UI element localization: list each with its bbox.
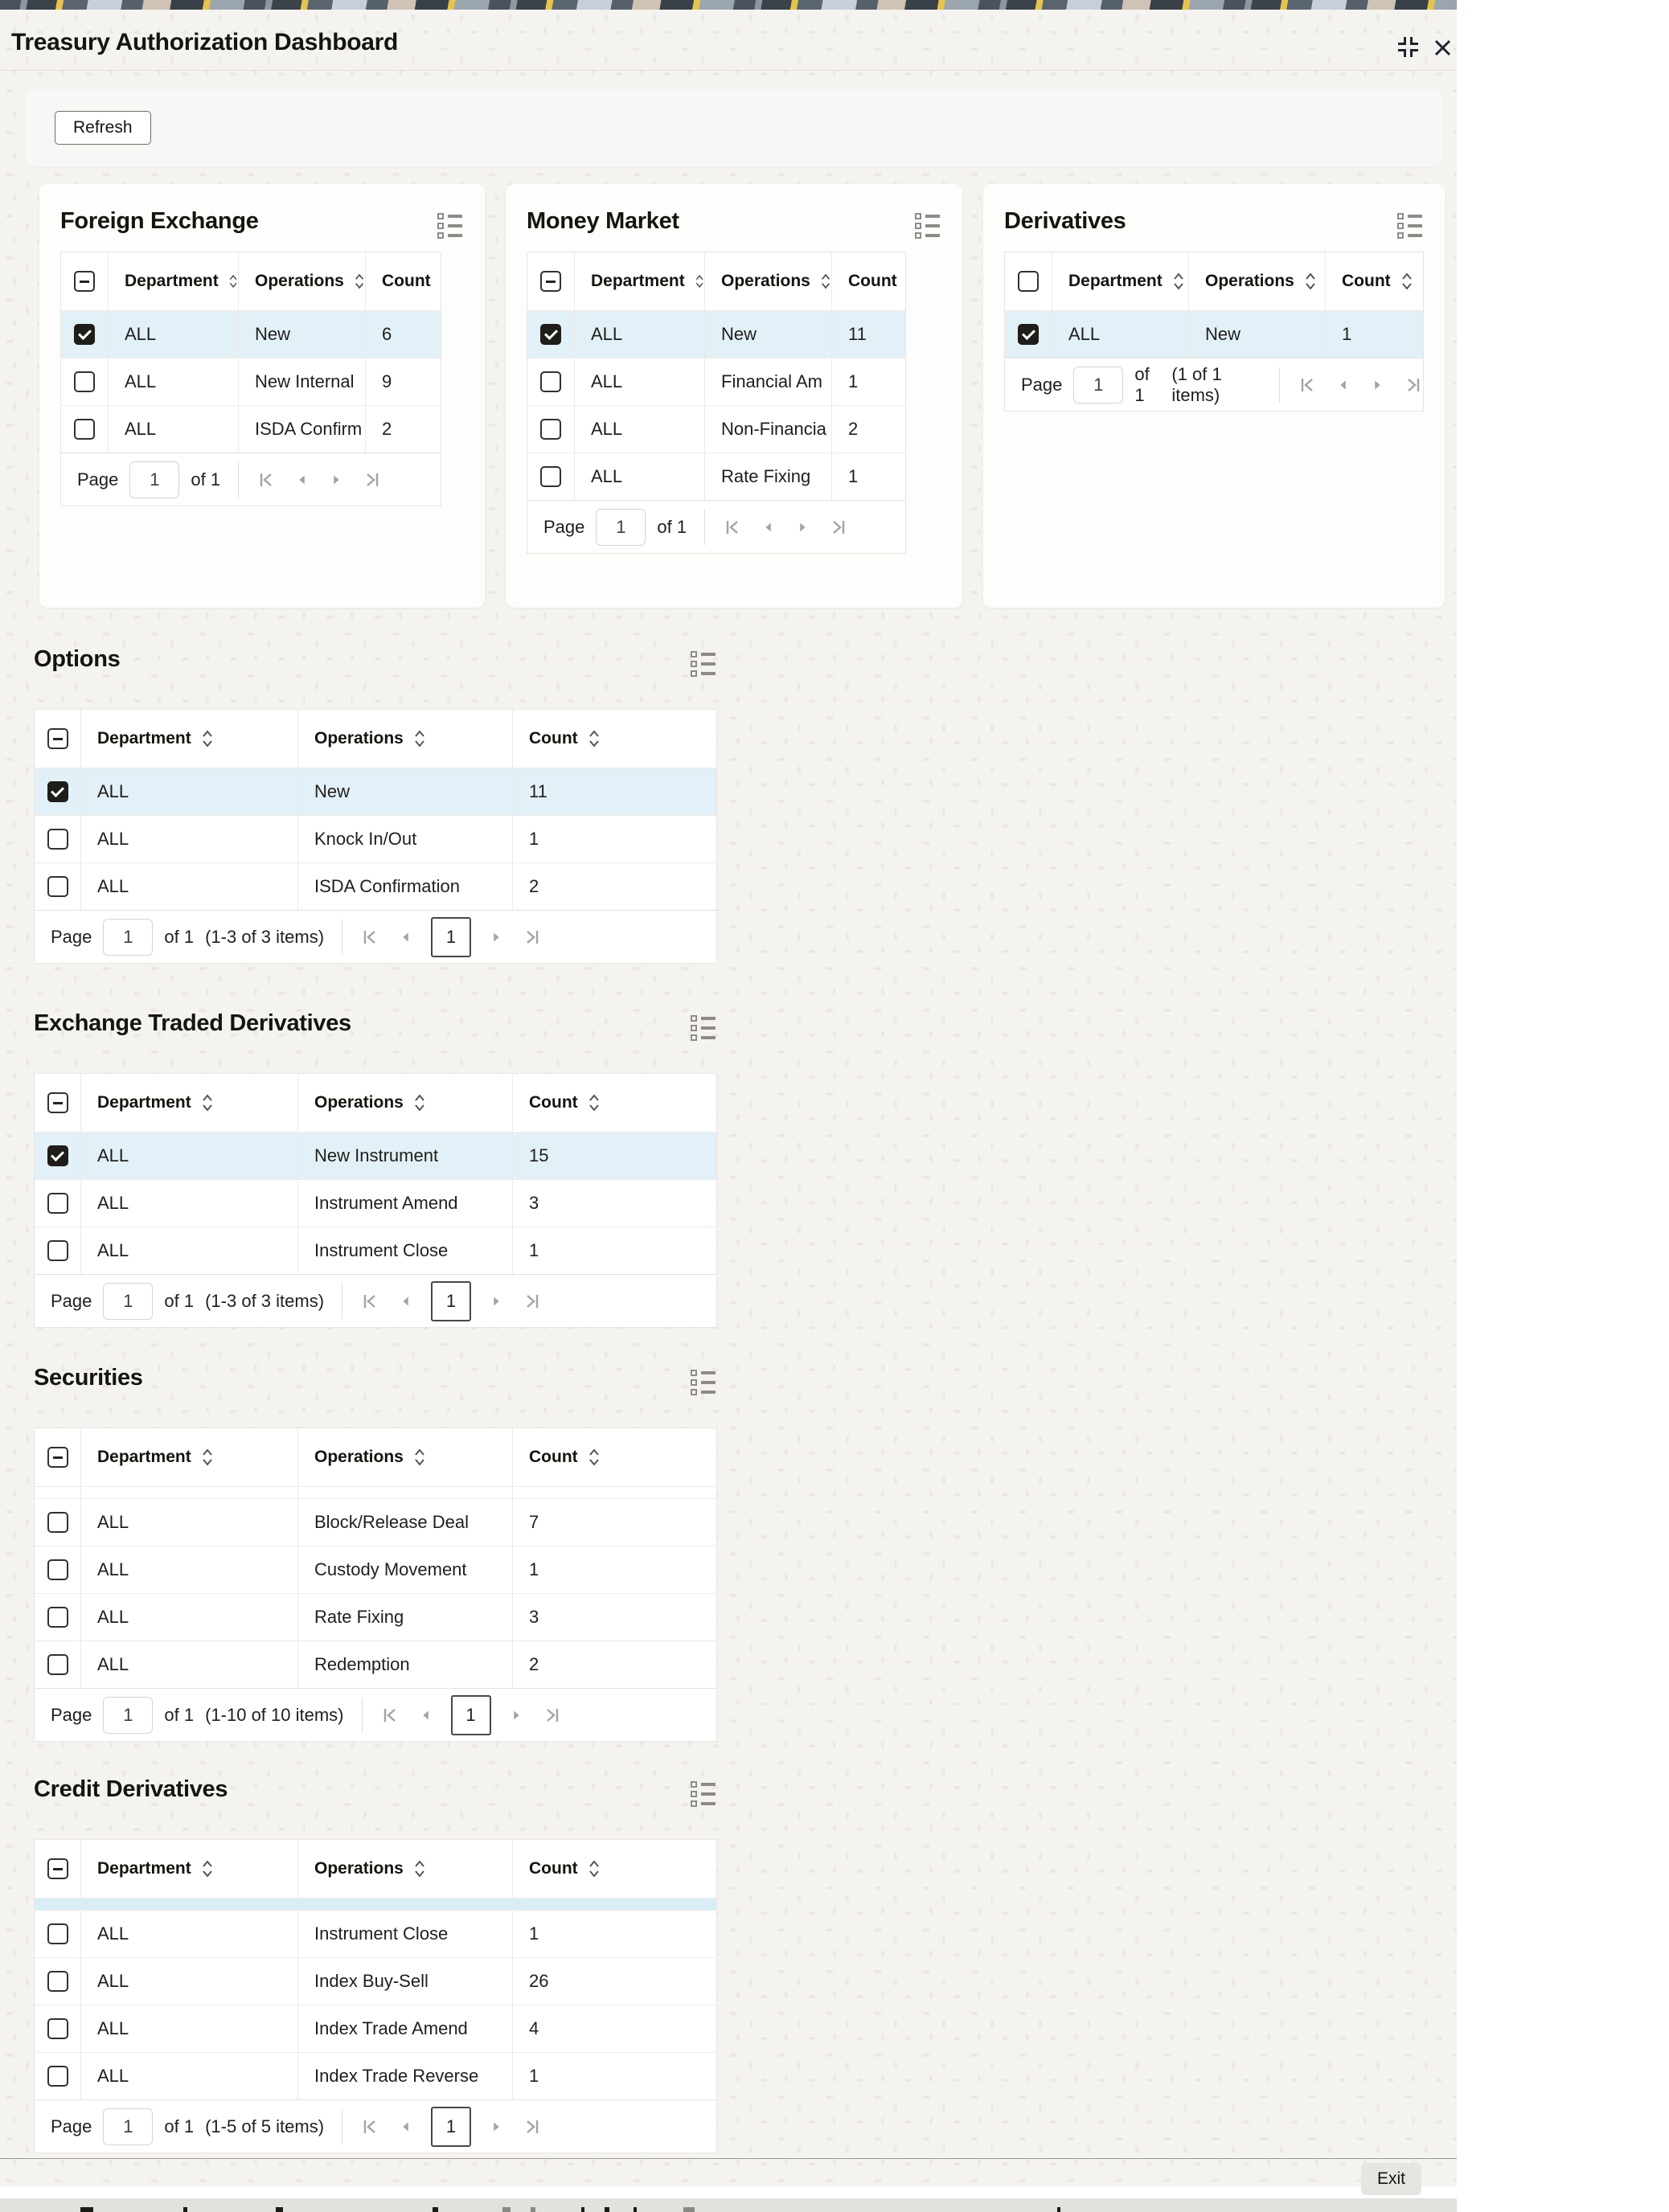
row-checkbox[interactable] — [47, 1512, 68, 1533]
table-row[interactable] — [35, 1498, 716, 1546]
row-checkbox[interactable] — [47, 829, 68, 850]
column-header-operations[interactable]: Operations — [297, 1840, 512, 1898]
column-header-department[interactable]: Department — [1052, 252, 1188, 310]
row-checkbox[interactable] — [540, 324, 561, 345]
table-row[interactable] — [35, 1593, 716, 1641]
select-all-cell — [527, 252, 574, 310]
sort-icon — [820, 271, 831, 292]
table-row[interactable] — [35, 2052, 716, 2099]
department-cell: ALL — [80, 2053, 297, 2099]
list-menu-icon[interactable] — [913, 211, 941, 240]
sort-icon — [1400, 271, 1413, 292]
table-row[interactable] — [35, 1910, 716, 1957]
row-checkbox[interactable] — [47, 2018, 68, 2039]
operations-cell: Index Trade Reverse — [297, 2053, 512, 2099]
page-title: Treasury Authorization Dashboard — [0, 10, 1457, 56]
department-cell: ALL — [80, 863, 297, 910]
list-menu-icon[interactable] — [1396, 211, 1424, 240]
cut-text-fragment — [683, 2207, 695, 2212]
count-cell: 3 — [512, 1594, 716, 1641]
sort-icon — [201, 1447, 214, 1468]
table-row[interactable] — [35, 862, 716, 910]
department-cell: ALL — [80, 1594, 297, 1641]
list-menu-icon[interactable] — [689, 1368, 717, 1397]
panel-derivatives — [983, 184, 1445, 608]
section-title: Credit Derivatives — [34, 1776, 228, 1803]
select-all-checkbox[interactable] — [47, 1447, 68, 1468]
department-cell: ALL — [574, 453, 704, 500]
count-cell: 11 — [512, 768, 716, 815]
row-checkbox[interactable] — [540, 371, 561, 392]
pagination — [35, 2099, 716, 2153]
operations-cell: Financial Am — [704, 358, 831, 405]
table-row[interactable] — [35, 1132, 716, 1179]
prev-page-icon[interactable] — [417, 1706, 435, 1725]
securities-table — [34, 1428, 717, 1742]
column-header-department[interactable]: Department — [80, 1840, 297, 1898]
page-of-label: of 1 — [164, 927, 194, 948]
department-cell: ALL — [80, 1180, 297, 1227]
prev-page-icon[interactable] — [397, 1292, 415, 1311]
row-checkbox[interactable] — [47, 1923, 68, 1944]
department-cell: ALL — [574, 311, 704, 358]
select-all-cell — [35, 1074, 80, 1132]
department-cell: ALL — [80, 1546, 297, 1593]
count-cell: 1 — [512, 1227, 716, 1274]
cut-text-fragment — [433, 2207, 438, 2212]
page-of-label: of 1 — [1134, 364, 1160, 406]
prev-page-icon[interactable] — [397, 928, 415, 947]
page-of-label: of 1 — [657, 517, 687, 538]
column-header-department[interactable]: Department — [574, 252, 704, 310]
operations-cell: Knock In/Out — [297, 816, 512, 862]
operations-cell: Block/Release Deal — [297, 1499, 512, 1546]
last-page-icon[interactable] — [541, 1706, 562, 1725]
select-all-checkbox[interactable] — [47, 1858, 68, 1879]
count-cell: 3 — [512, 1180, 716, 1227]
header-divider — [0, 70, 1457, 71]
table-row[interactable] — [527, 358, 905, 405]
list-menu-icon[interactable] — [436, 211, 464, 240]
sort-icon — [228, 271, 238, 292]
column-header-department[interactable]: Department — [80, 1074, 297, 1132]
mm-table — [527, 252, 906, 554]
column-header-count[interactable]: Count — [512, 710, 716, 768]
list-menu-icon[interactable] — [689, 1780, 717, 1809]
count-cell: 1 — [512, 1911, 716, 1957]
row-checkbox[interactable] — [47, 1193, 68, 1214]
page-of-label: of 1 — [191, 469, 220, 490]
select-all-cell — [35, 1428, 80, 1486]
page-label: Page — [51, 1705, 92, 1726]
sort-icon — [588, 1858, 601, 1879]
next-page-icon[interactable] — [1368, 375, 1386, 395]
current-page-button[interactable]: 1 — [431, 917, 471, 957]
department-cell: ALL — [108, 311, 238, 358]
count-cell: 15 — [512, 1133, 716, 1179]
first-page-icon[interactable] — [1298, 375, 1318, 395]
items-count-label: (1-3 of 3 items) — [205, 1291, 324, 1312]
count-cell: 26 — [512, 1958, 716, 2005]
sort-icon — [588, 1092, 601, 1113]
table-row[interactable] — [35, 768, 716, 815]
first-page-icon[interactable] — [380, 1706, 401, 1725]
sort-icon — [1172, 271, 1185, 292]
table-row[interactable] — [35, 1179, 716, 1227]
sort-icon — [413, 1858, 426, 1879]
department-cell: ALL — [80, 1958, 297, 2005]
count-cell: 4 — [512, 2005, 716, 2052]
column-header-count[interactable]: Count — [512, 1074, 716, 1132]
count-cell: 6 — [365, 311, 441, 358]
count-cell: 1 — [1325, 311, 1423, 358]
column-header-operations[interactable]: Operations — [1188, 252, 1325, 310]
table-row[interactable] — [527, 453, 905, 500]
page-input[interactable] — [129, 461, 179, 498]
row-checkbox[interactable] — [47, 876, 68, 897]
select-all-checkbox[interactable] — [47, 728, 68, 749]
list-menu-icon[interactable] — [689, 649, 717, 678]
column-header-operations[interactable]: Operations — [238, 252, 365, 310]
prev-page-icon[interactable] — [293, 470, 311, 490]
table-row[interactable] — [61, 358, 441, 405]
department-cell: ALL — [574, 406, 704, 453]
department-cell: ALL — [80, 2005, 297, 2052]
select-all-cell — [61, 252, 108, 310]
column-header-count[interactable]: Count — [1325, 252, 1423, 310]
window-header — [0, 10, 1457, 70]
select-all-cell — [35, 1840, 80, 1898]
first-page-icon[interactable] — [256, 470, 277, 490]
pagination — [35, 1688, 716, 1741]
last-page-icon[interactable] — [521, 1292, 542, 1311]
row-checkbox[interactable] — [47, 1971, 68, 1992]
table-row[interactable] — [527, 310, 905, 358]
page-label: Page — [51, 1291, 92, 1312]
column-header-count[interactable]: Count — [365, 252, 441, 310]
count-cell: 2 — [512, 863, 716, 910]
section-options — [0, 646, 1457, 964]
sort-icon — [201, 1858, 214, 1879]
operations-cell: Rate Fixing — [704, 453, 831, 500]
panel-foreign-exchange — [39, 184, 485, 608]
next-page-icon[interactable] — [487, 928, 505, 947]
first-page-icon[interactable] — [360, 2117, 381, 2136]
decorative-top-band — [0, 0, 1457, 10]
page-input[interactable] — [103, 919, 153, 956]
window-controls — [1398, 37, 1454, 59]
last-page-icon[interactable] — [361, 470, 382, 490]
prev-page-icon[interactable] — [760, 518, 777, 537]
department-cell: ALL — [80, 1911, 297, 1957]
table-row[interactable] — [61, 405, 441, 453]
count-cell: 1 — [512, 816, 716, 862]
pagination-separator — [1279, 367, 1280, 403]
sort-icon — [695, 271, 704, 292]
next-page-icon[interactable] — [487, 2117, 505, 2136]
operations-cell: New — [704, 311, 831, 358]
row-checkbox[interactable] — [540, 466, 561, 487]
pagination — [61, 453, 441, 506]
operations-cell: Instrument Amend — [297, 1180, 512, 1227]
next-page-icon[interactable] — [507, 1706, 525, 1725]
page-input[interactable] — [596, 509, 646, 546]
last-page-icon[interactable] — [521, 2117, 542, 2136]
operations-cell: Instrument Close — [297, 1227, 512, 1274]
page-input[interactable] — [1073, 367, 1123, 403]
select-all-checkbox[interactable] — [47, 1092, 68, 1113]
table-row[interactable] — [61, 310, 441, 358]
items-count-label: (1-10 of 10 items) — [205, 1705, 343, 1726]
row-checkbox[interactable] — [47, 781, 68, 802]
count-cell: 11 — [831, 311, 905, 358]
operations-cell: Index Trade Amend — [297, 2005, 512, 2052]
column-header-count[interactable]: Count — [512, 1840, 716, 1898]
table-row[interactable] — [35, 1641, 716, 1688]
operations-cell: ISDA Confirm — [238, 406, 365, 453]
panel-money-market — [506, 184, 962, 608]
cut-text-fragment — [183, 2207, 187, 2212]
section-credit-derivatives — [0, 1776, 1457, 2153]
refresh-button[interactable]: Refresh — [55, 111, 151, 145]
operations-cell: New Instrument — [297, 1133, 512, 1179]
page-label: Page — [51, 2116, 92, 2137]
pagination-separator — [238, 462, 239, 498]
operations-cell: Redemption — [297, 1641, 512, 1688]
row-checkbox[interactable] — [74, 324, 95, 345]
operations-cell: Rate Fixing — [297, 1594, 512, 1641]
exit-button[interactable]: Exit — [1361, 2163, 1421, 2195]
cut-text-fragment — [502, 2207, 511, 2212]
operations-cell: ISDA Confirmation — [297, 863, 512, 910]
cut-text-fragment — [634, 2207, 637, 2212]
cut-text-fragment — [531, 2207, 535, 2212]
page-label: Page — [77, 469, 118, 490]
last-page-icon[interactable] — [827, 518, 848, 537]
cut-text-fragment — [80, 2207, 93, 2212]
panel-title: Derivatives — [1004, 208, 1126, 235]
operations-cell: Non-Financia — [704, 406, 831, 453]
table-row[interactable] — [1005, 310, 1423, 358]
next-page-icon[interactable] — [327, 470, 345, 490]
prev-page-icon[interactable] — [397, 2117, 415, 2136]
pagination — [1005, 358, 1423, 411]
count-cell: 2 — [365, 406, 441, 453]
column-header-operations[interactable]: Operations — [297, 1074, 512, 1132]
table-row[interactable] — [35, 1546, 716, 1593]
department-cell: ALL — [80, 1133, 297, 1179]
section-title: Exchange Traded Derivatives — [34, 1010, 351, 1037]
operations-cell: New — [297, 768, 512, 815]
row-checkbox[interactable] — [1018, 324, 1039, 345]
close-icon[interactable] — [1432, 37, 1454, 59]
page-label: Page — [51, 927, 92, 948]
sort-icon — [201, 728, 214, 749]
bottom-scroll-band[interactable] — [0, 2198, 1457, 2212]
toolbar — [25, 89, 1443, 166]
derivatives-table — [1004, 252, 1424, 412]
prev-page-icon[interactable] — [1335, 375, 1352, 395]
pagination — [527, 500, 905, 553]
first-page-icon[interactable] — [360, 928, 381, 947]
sort-icon — [588, 728, 601, 749]
page-of-label: of 1 — [164, 1291, 194, 1312]
current-page-button[interactable]: 1 — [431, 1281, 471, 1321]
column-header-operations[interactable]: Operations — [704, 252, 831, 310]
page-label: Page — [543, 517, 584, 538]
row-checkbox[interactable] — [47, 1145, 68, 1166]
table-row[interactable] — [35, 2005, 716, 2052]
operations-cell: Instrument Close — [297, 1911, 512, 1957]
sort-icon — [413, 1092, 426, 1113]
department-cell: ALL — [80, 816, 297, 862]
sort-icon — [413, 728, 426, 749]
etd-table — [34, 1073, 717, 1328]
row-checkbox[interactable] — [47, 1559, 68, 1580]
count-cell: 1 — [831, 358, 905, 405]
operations-cell: Index Buy-Sell — [297, 1958, 512, 2005]
last-page-icon[interactable] — [521, 928, 542, 947]
first-page-icon[interactable] — [360, 1292, 381, 1311]
select-all-checkbox[interactable] — [1018, 271, 1039, 292]
fx-table — [60, 252, 441, 506]
operations-cell: New — [238, 311, 365, 358]
row-checkbox[interactable] — [47, 2066, 68, 2087]
page-of-label: of 1 — [164, 1705, 194, 1726]
footer-bar — [0, 2158, 1457, 2198]
count-cell: 1 — [831, 453, 905, 500]
page-input[interactable] — [103, 2108, 153, 2145]
row-checkbox[interactable] — [74, 371, 95, 392]
cut-text-fragment — [1057, 2207, 1060, 2212]
pagination-separator — [362, 1698, 363, 1733]
next-page-icon[interactable] — [793, 518, 811, 537]
section-exchange-traded-derivatives — [0, 1010, 1457, 1328]
sort-icon — [354, 271, 365, 292]
items-count-label: (1-5 of 5 items) — [205, 2116, 324, 2137]
department-cell: ALL — [80, 1641, 297, 1688]
sort-icon — [413, 1447, 426, 1468]
row-checkbox[interactable] — [47, 1607, 68, 1628]
cut-text-fragment — [605, 2207, 609, 2212]
count-cell: 1 — [512, 2053, 716, 2099]
sort-icon — [1304, 271, 1317, 292]
operations-cell: New Internal — [238, 358, 365, 405]
column-header-count[interactable]: Count — [512, 1428, 716, 1486]
current-page-button[interactable]: 1 — [451, 1695, 491, 1735]
restore-window-icon[interactable] — [1398, 37, 1421, 59]
department-cell: ALL — [574, 358, 704, 405]
dashboard-card-row — [39, 184, 1445, 608]
table-row[interactable] — [35, 815, 716, 862]
operations-cell: New — [1188, 311, 1325, 358]
panel-title: Money Market — [527, 208, 679, 235]
count-cell: 2 — [512, 1641, 716, 1688]
pagination-separator — [704, 510, 705, 545]
column-header-department[interactable]: Department — [80, 1428, 297, 1486]
column-header-department[interactable]: Department — [108, 252, 238, 310]
next-page-icon[interactable] — [487, 1292, 505, 1311]
department-cell: ALL — [108, 358, 238, 405]
column-header-department[interactable]: Department — [80, 710, 297, 768]
select-all-checkbox[interactable] — [540, 271, 561, 292]
department-cell: ALL — [80, 1227, 297, 1274]
row-checkbox[interactable] — [47, 1240, 68, 1261]
department-cell: ALL — [1052, 311, 1188, 358]
table-row[interactable] — [35, 1227, 716, 1274]
section-securities — [0, 1365, 1457, 1742]
select-all-cell — [1005, 252, 1052, 310]
department-cell: ALL — [80, 768, 297, 815]
select-all-cell — [35, 710, 80, 768]
items-count-label: (1-3 of 3 items) — [205, 927, 324, 948]
column-header-count[interactable]: Count — [831, 252, 905, 310]
row-checkbox[interactable] — [74, 419, 95, 440]
select-all-checkbox[interactable] — [74, 271, 95, 292]
panel-title: Foreign Exchange — [60, 208, 259, 235]
first-page-icon[interactable] — [723, 518, 744, 537]
count-cell: 7 — [512, 1499, 716, 1546]
partially-scrolled-row — [35, 1898, 716, 1910]
table-row[interactable] — [35, 1957, 716, 2005]
page-input[interactable] — [103, 1283, 153, 1320]
page-of-label: of 1 — [164, 2116, 194, 2137]
list-menu-icon[interactable] — [689, 1014, 717, 1043]
section-title: Securities — [34, 1365, 143, 1391]
last-page-icon[interactable] — [1402, 375, 1423, 395]
table-row[interactable] — [527, 405, 905, 453]
page-input[interactable] — [103, 1697, 153, 1734]
pagination — [35, 1274, 716, 1327]
count-cell: 2 — [831, 406, 905, 453]
cut-text-fragment — [276, 2207, 283, 2212]
current-page-button[interactable]: 1 — [431, 2107, 471, 2147]
count-cell: 1 — [512, 1546, 716, 1593]
partially-scrolled-row — [35, 1486, 716, 1498]
sort-icon — [201, 1092, 214, 1113]
row-checkbox[interactable] — [47, 1654, 68, 1675]
row-checkbox[interactable] — [540, 419, 561, 440]
sort-icon — [588, 1447, 601, 1468]
column-header-operations[interactable]: Operations — [297, 710, 512, 768]
cut-text-fragment — [581, 2207, 584, 2212]
department-cell: ALL — [108, 406, 238, 453]
operations-cell: Custody Movement — [297, 1546, 512, 1593]
column-header-operations[interactable]: Operations — [297, 1428, 512, 1486]
items-count-label: (1 of 1 items) — [1171, 364, 1261, 406]
count-cell: 9 — [365, 358, 441, 405]
credit-derivatives-table — [34, 1839, 717, 2153]
department-cell: ALL — [80, 1499, 297, 1546]
pagination — [35, 910, 716, 963]
page-label: Page — [1021, 375, 1062, 395]
options-table — [34, 709, 717, 964]
section-title: Options — [34, 646, 120, 673]
